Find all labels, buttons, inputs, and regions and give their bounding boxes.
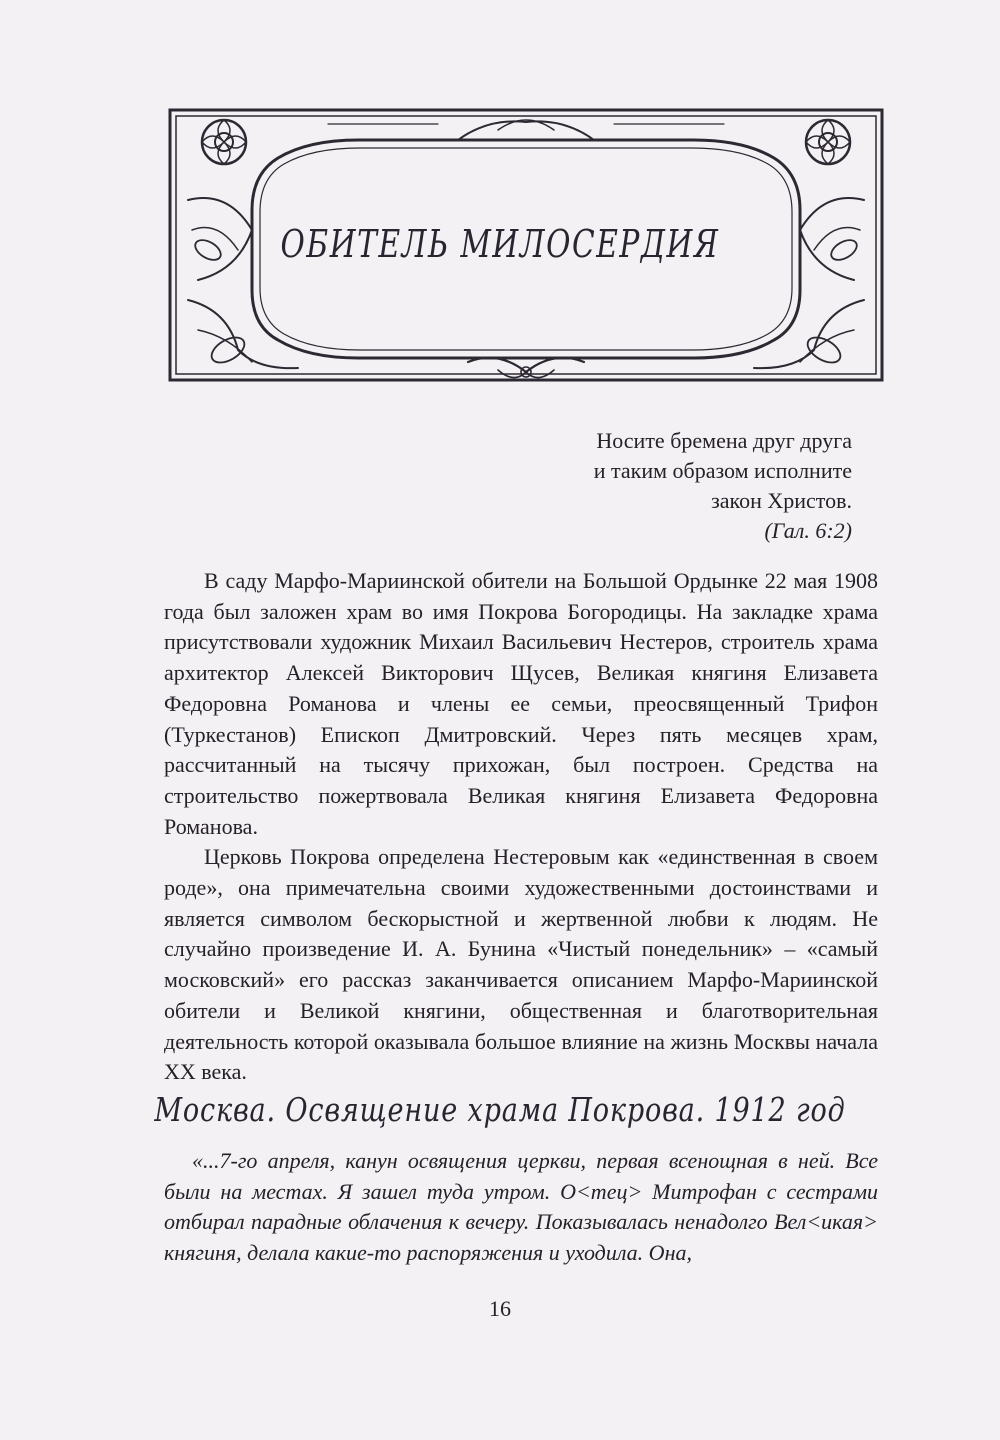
epigraph-source: (Гал. 6:2) — [764, 518, 852, 543]
epigraph-line: Носите бремена друг друга — [596, 428, 852, 453]
body-text — [164, 566, 878, 1088]
quote — [164, 1146, 878, 1269]
section-title: Москва. Освящение храма Покрова. 1912 год — [154, 1090, 846, 1129]
quote-paragraph: «...7-го апреля, канун освящения церкви, первая всенощная в ней. Все были на местах. Я зашел туда утром. О<тец> Митрофан с сестрами отбирал парадные облачения к вечеру. Показывалась ненадолго Вел<икая> княгиня, делала какие-то распоряжения и уходила. Она, — [164, 1148, 878, 1266]
epigraph-line: и таким образом исполните — [593, 458, 852, 483]
page-number: 16 — [489, 1296, 511, 1321]
paragraph: Церковь Покрова определена Нестеровым как «единственная в своем роде», она примечательна своими художественными достоинствами и является символом бескорыстной и жертвенной любви к людям. Не случайно произведение И. А. Бунина «Чистый понедельник» – «самый московский» его рассказ заканчивается описанием Марфо-Мариинской обители и Великой княгини, общественная и благотворительная деятельность которой оказывала большое влияние на жизнь Москвы начала XX века. — [164, 844, 878, 1085]
epigraph — [452, 426, 852, 546]
epigraph-line: закон Христов. — [711, 488, 852, 513]
paragraph: В саду Марфо-Мариинской обители на Большой Ордынке 22 мая 1908 года был заложен храм во имя Покрова Богородицы. На закладке храма присутствовали художник Михаил Васильевич Нестеров, строитель храма архитектор Алексей Викторович Щусев, Великая княгиня Елизавета Федоровна Романова и члены ее семьи, преосвященный Трифон (Туркестанов) Епископ Дмитровский. Через пять месяцев храм, рассчитанный на тысячу прихожан, был построен. Средства на строительство пожертвовала Великая княгиня Елизавета Федоровна Романова. — [164, 568, 878, 839]
chapter-title: ОБИТЕЛЬ МИЛОСЕРДИЯ — [280, 222, 720, 266]
